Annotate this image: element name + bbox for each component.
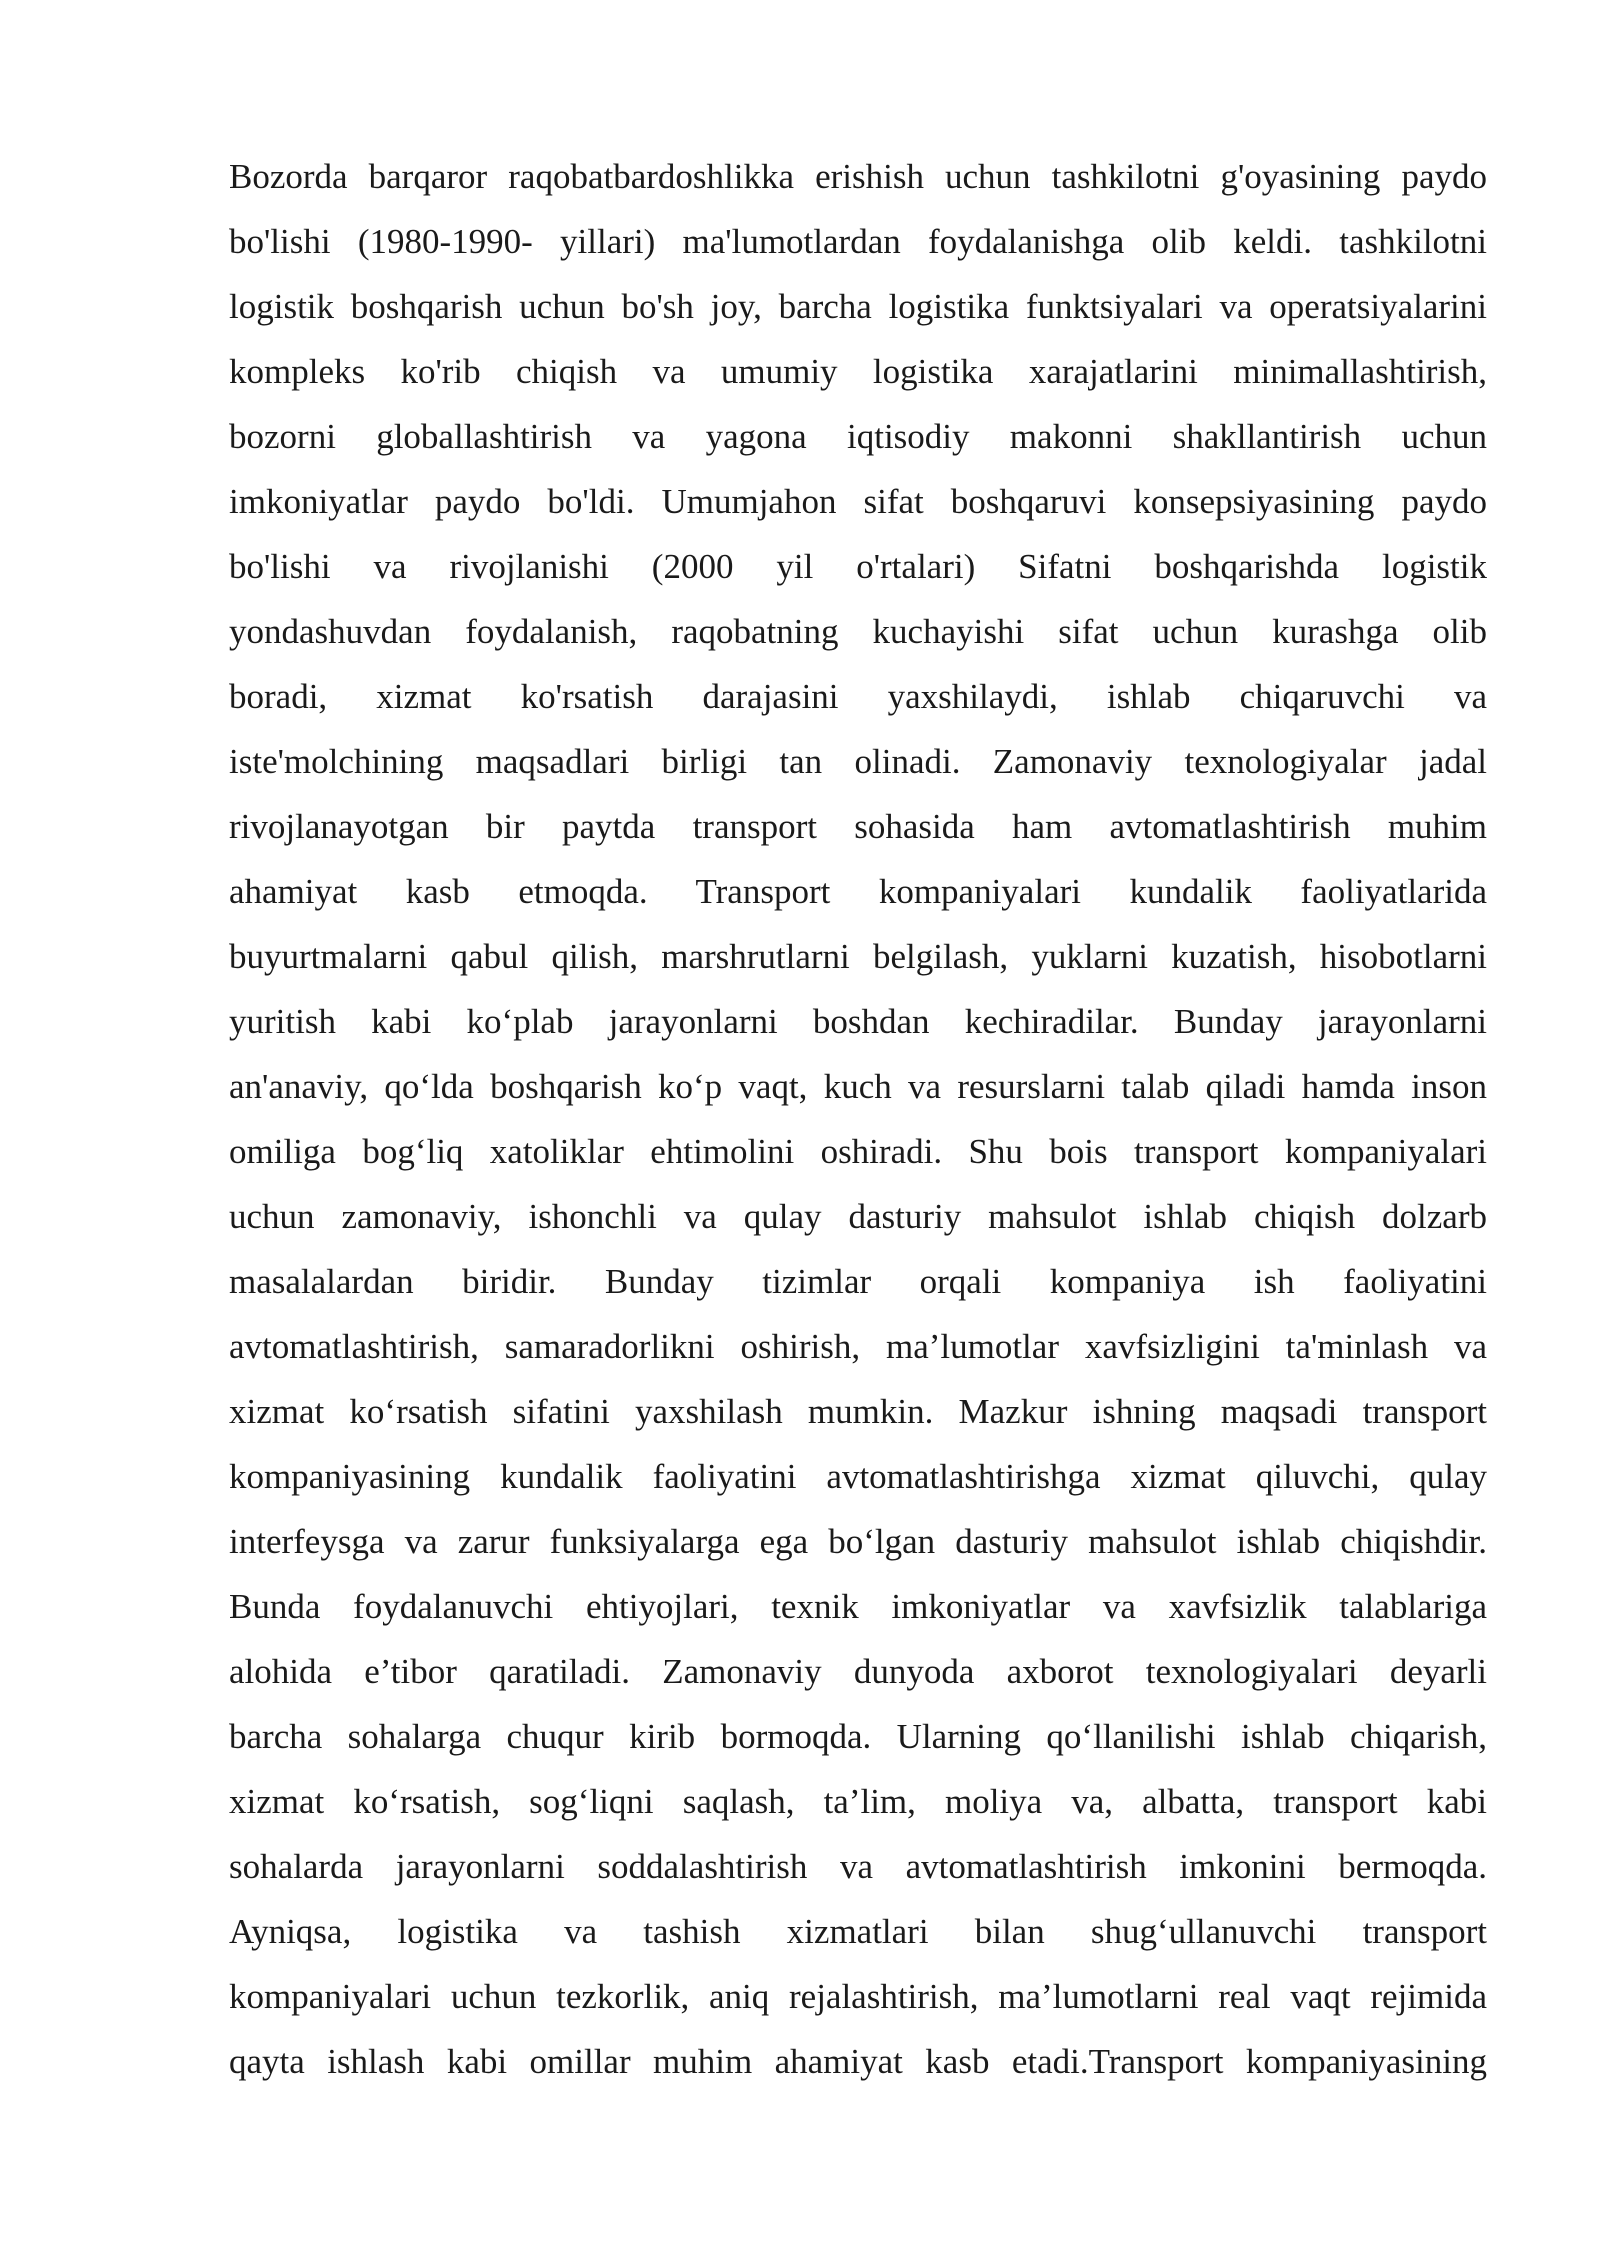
text-line: iste'molchining maqsadlari birligi tan olinadi. Zamonaviy texnologiyalar jadal <box>229 742 1487 781</box>
text-line: masalalardan biridir. Bunday tizimlar orqali kompaniya ish faoliyatini <box>229 1262 1487 1301</box>
text-line: ahamiyat kasb etmoqda. Transport kompaniyalari kundalik faoliyatlarida <box>229 872 1487 911</box>
text-line: uchun zamonaviy, ishonchli va qulay dasturiy mahsulot ishlab chiqish dolzarb <box>229 1197 1487 1236</box>
text-line: imkoniyatlar paydo bo'ldi. Umumjahon sifat boshqaruvi konsepsiyasining paydo <box>229 482 1487 521</box>
text-line: yondashuvdan foydalanish, raqobatning kuchayishi sifat uchun kurashga olib <box>229 612 1487 651</box>
text-line: xizmat ko‘rsatish, sog‘liqni saqlash, ta’lim, moliya va, albatta, transport kabi <box>229 1782 1487 1821</box>
text-line: logistik boshqarish uchun bo'sh joy, barcha logistika funktsiyalari va operatsiyalarini <box>229 287 1487 326</box>
text-line: an'anaviy, qo‘lda boshqarish ko‘p vaqt, kuch va resurslarni talab qiladi hamda inson <box>229 1067 1487 1106</box>
text-line: Ayniqsa, logistika va tashish xizmatlari bilan shug‘ullanuvchi transport <box>229 1912 1487 1951</box>
text-line: barcha sohalarga chuqur kirib bormoqda. Ularning qo‘llanilishi ishlab chiqarish, <box>229 1717 1487 1756</box>
text-line: alohida e’tibor qaratiladi. Zamonaviy dunyoda axborot texnologiyalari deyarli <box>229 1652 1487 1691</box>
text-line: boradi, xizmat ko'rsatish darajasini yaxshilaydi, ishlab chiqaruvchi va <box>229 677 1487 716</box>
text-line: buyurtmalarni qabul qilish, marshrutlarni belgilash, yuklarni kuzatish, hisobotlarni <box>229 937 1487 976</box>
text-line: Bozorda barqaror raqobatbardoshlikka erishish uchun tashkilotni g'oyasining paydo <box>229 157 1487 196</box>
text-line: rivojlanayotgan bir paytda transport sohasida ham avtomatlashtirish muhim <box>229 807 1487 846</box>
text-line: xizmat ko‘rsatish sifatini yaxshilash mumkin. Mazkur ishning maqsadi transport <box>229 1392 1487 1431</box>
text-line: kompaniyalari uchun tezkorlik, aniq rejalashtirish, ma’lumotlarni real vaqt rejimida <box>229 1977 1487 2016</box>
text-line: kompaniyasining kundalik faoliyatini avtomatlashtirishga xizmat qiluvchi, qulay <box>229 1457 1487 1496</box>
text-line: Bunda foydalanuvchi ehtiyojlari, texnik imkoniyatlar va xavfsizlik talablariga <box>229 1587 1487 1626</box>
text-line: avtomatlashtirish, samaradorlikni oshirish, ma’lumotlar xavfsizligini ta'minlash va <box>229 1327 1487 1366</box>
body-paragraph <box>229 144 1487 2094</box>
text-line: kompleks ko'rib chiqish va umumiy logistika xarajatlarini minimallashtirish, <box>229 352 1487 391</box>
text-line: bozorni globallashtirish va yagona iqtisodiy makonni shakllantirish uchun <box>229 417 1487 456</box>
text-line: sohalarda jarayonlarni soddalashtirish va avtomatlashtirish imkonini bermoqda. <box>229 1847 1487 1886</box>
text-line: qayta ishlash kabi omillar muhim ahamiyat kasb etadi.Transport kompaniyasining <box>229 2042 1487 2081</box>
text-line: bo'lishi (1980-1990- yillari) ma'lumotlardan foydalanishga olib keldi. tashkilotni <box>229 222 1487 261</box>
text-line: bo'lishi va rivojlanishi (2000 yil o'rtalari) Sifatni boshqarishda logistik <box>229 547 1487 586</box>
text-line: omiliga bog‘liq xatoliklar ehtimolini oshiradi. Shu bois transport kompaniyalari <box>229 1132 1487 1171</box>
text-line: interfeysga va zarur funksiyalarga ega bo‘lgan dasturiy mahsulot ishlab chiqishdir. <box>229 1522 1487 1561</box>
text-line: yuritish kabi ko‘plab jarayonlarni boshdan kechiradilar. Bunday jarayonlarni <box>229 1002 1487 1041</box>
